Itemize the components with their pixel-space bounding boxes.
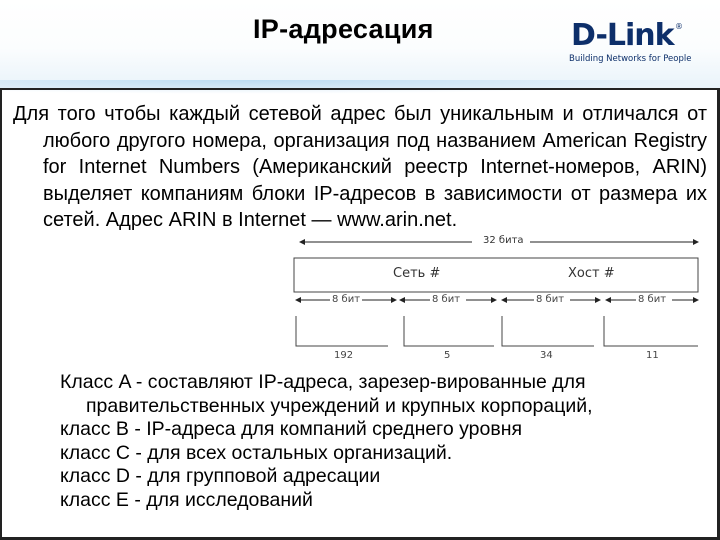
- network-label: Сеть #: [393, 266, 441, 281]
- class-e-item: класс E - для исследований: [60, 488, 313, 511]
- intro-paragraph: [13, 101, 707, 234]
- dlink-logo: [555, 18, 692, 66]
- slide-title: IP-адресация: [253, 14, 434, 44]
- ip-address-diagram: [290, 232, 710, 362]
- logo-wordmark: D-Link: [571, 18, 674, 53]
- class-d-item: класс D - для групповой адресации: [60, 465, 381, 488]
- slide-header: [0, 0, 720, 88]
- logo-trademark: ®: [675, 22, 683, 31]
- octet-value: 192: [334, 350, 354, 361]
- octet-value: 5: [444, 350, 451, 361]
- class-a-item: [60, 371, 705, 418]
- class-a-line2: правительственных учреждений и крупных корпораций,: [86, 394, 593, 417]
- octet-label: 8 бит: [536, 294, 565, 305]
- address-classes-list: [60, 371, 705, 513]
- class-a-line1: Класс A - составляют IP-адреса, зарезер-вированные для: [60, 371, 586, 393]
- octet-label: 8 бит: [432, 294, 461, 305]
- octet-label: 8 бит: [638, 294, 667, 305]
- host-label: Хост #: [568, 266, 615, 281]
- class-c-item: класс C - для всех остальных организаций.: [60, 441, 453, 464]
- octet-label: 8 бит: [332, 294, 361, 305]
- class-b-item: класс B - IP-адреса для компаний среднего уровня: [60, 418, 523, 441]
- intro-paragraph-text: Для того чтобы каждый сетевой адрес был уникальным и отличался от любого другого номера, организация под названием American Registry for Internet Numbers (Американский реестр Internet-номеров, ARIN) выделяет компаниям блоки IP-адресов в зависимости от размера их сетей. Адрес ARIN в Internet — www.arin.net.: [13, 103, 707, 231]
- octet-value: 11: [646, 350, 659, 361]
- net-host-box: [294, 258, 698, 292]
- total-bits-label: 32 бита: [483, 235, 524, 246]
- octet-value: 34: [540, 350, 553, 361]
- logo-tagline: Building Networks for People: [569, 54, 692, 64]
